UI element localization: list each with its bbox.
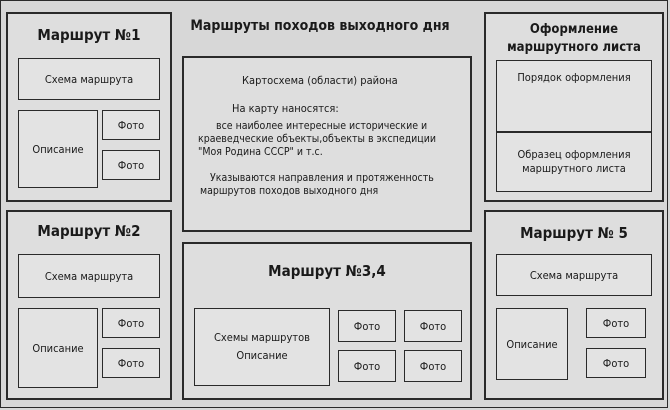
route-2-photo-1: [102, 308, 160, 338]
route-34-schemes-label: Схемы маршрутов: [214, 331, 310, 344]
route-34-photo-2: [404, 310, 462, 342]
route-2-scheme-label: Схема маршрута: [44, 269, 134, 283]
route-5-photo-2: [586, 348, 646, 378]
route-1-scheme: [18, 58, 160, 100]
route-2-photo-1-label: Фото: [117, 316, 145, 330]
route-34-photo-3: [338, 350, 396, 382]
map-line-1: все наиболее интересные исторические и: [216, 120, 428, 132]
design-order: [496, 60, 652, 132]
route-34-photo-2-label: Фото: [419, 319, 447, 333]
route-5-photo-2-label: Фото: [602, 356, 630, 370]
route-34-description-label: Описание: [236, 349, 288, 362]
route-5-description-label: Описание: [506, 337, 558, 351]
route-1-photo-1: [102, 110, 160, 140]
route-5-title: Маршрут № 5: [520, 224, 628, 242]
map-line-3: "Моя Родина СССР" и т.с.: [198, 146, 323, 158]
route-34-box: [182, 242, 472, 400]
route-1-title: Маршрут №1: [37, 26, 141, 44]
map-heading: Картосхема (области) района: [242, 74, 398, 87]
route-2-title: Маршрут №2: [37, 222, 141, 240]
page-title: Маршруты походов выходного дня: [190, 18, 450, 34]
route-1-photo-2: [102, 150, 160, 180]
route-2-box: [6, 210, 172, 400]
design-order-label: Порядок оформления: [517, 71, 631, 84]
route-5-scheme: [496, 254, 652, 296]
map-line-4: Указываются направления и протяженность: [210, 172, 434, 184]
route-1-scheme-label: Схема маршрута: [44, 72, 134, 86]
route-5-photo-1: [586, 308, 646, 338]
route-34-photo-4: [404, 350, 462, 382]
route-34-photo-1: [338, 310, 396, 342]
design-sample: [496, 132, 652, 192]
route-1-photo-1-label: Фото: [117, 118, 145, 132]
design-title-line-1: Оформление: [529, 22, 619, 37]
central-map-box: [182, 56, 472, 232]
route-2-description-label: Описание: [32, 341, 84, 355]
route-5-scheme-label: Схема маршрута: [529, 268, 619, 282]
design-sample-label-2: маршрутного листа: [522, 162, 626, 175]
route-2-photo-2-label: Фото: [117, 356, 145, 370]
design-sample-label-1: Образец оформления: [517, 148, 631, 161]
route-34-title: Маршрут №3,4: [268, 262, 386, 280]
map-subheading: На карту наносятся:: [232, 102, 339, 115]
route-1-box: [6, 12, 172, 202]
route-34-photo-1-label: Фото: [353, 319, 381, 333]
route-34-photo-4-label: Фото: [419, 359, 447, 373]
route-5-photo-1-label: Фото: [602, 316, 630, 330]
design-box: [484, 12, 664, 202]
route-34-photo-3-label: Фото: [353, 359, 381, 373]
map-line-2: краеведческие объекты,объекты в экспедиции: [198, 133, 436, 145]
route-1-photo-2-label: Фото: [117, 158, 145, 172]
route-2-scheme: [18, 254, 160, 298]
route-1-description: [18, 110, 98, 188]
route-2-description: [18, 308, 98, 388]
route-5-description: [496, 308, 568, 380]
map-line-5: маршрутов походов выходного дня: [200, 185, 379, 197]
design-title-line-2: маршрутного листа: [507, 40, 641, 55]
route-34-schemes: [194, 308, 330, 386]
route-2-photo-2: [102, 348, 160, 378]
route-1-description-label: Описание: [32, 142, 84, 156]
route-5-box: [484, 210, 664, 400]
